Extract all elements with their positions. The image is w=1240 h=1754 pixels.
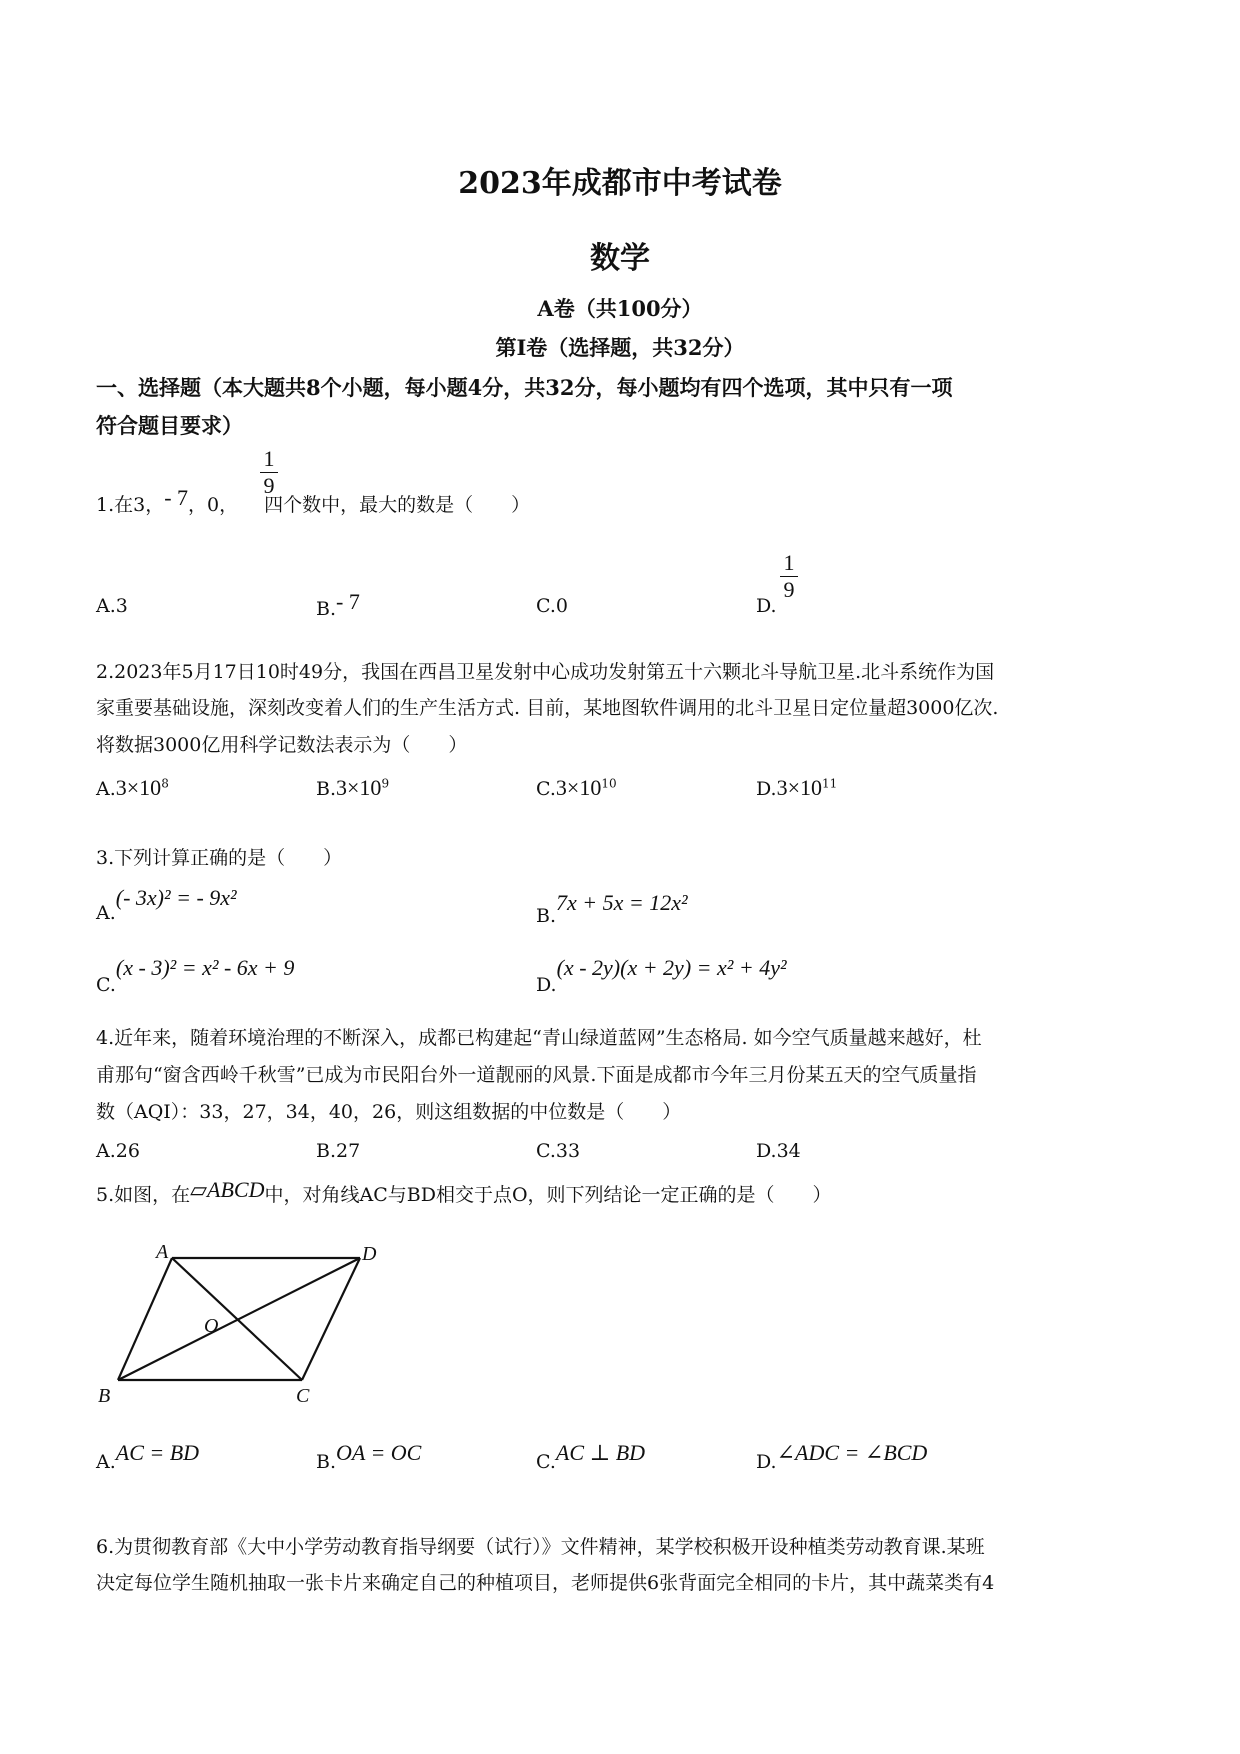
q2-option-d: $D.3\times 10^{11}$ bbox=[756, 775, 838, 800]
q4-option-b: B.27 bbox=[316, 1140, 361, 1162]
q3-stem: 3.下列计算正确的是（ ） bbox=[96, 847, 343, 869]
q4-line1: 4.近年来，随着环境治理的不断深入，成都已构建起“青山绿道蓝网”生态格局. 如今空气质量越来越好，杜 bbox=[96, 1027, 982, 1049]
q2-line3: 将数据3000亿用科学记数法表示为（ ） bbox=[96, 734, 468, 756]
q5-option-d: D.∠ADC = ∠BCD bbox=[756, 1440, 928, 1473]
q1-frac-num: 1 bbox=[263, 446, 275, 471]
q1-fraction bbox=[260, 448, 278, 497]
label-c: C bbox=[296, 1385, 310, 1407]
q2-option-c: $C.3\times 10^{10}$ bbox=[536, 775, 617, 800]
q1-option-b: B.- 7 bbox=[316, 589, 360, 620]
q2-line1: 2.2023年5月17日10时49分，我国在西昌卫星发射中心成功发射第五十六颗北斗导航卫星.北斗系统作为国 bbox=[96, 661, 995, 683]
section-heading-line1: 一、选择题（本大题共8个小题，每小题4分，共32分，每小题均有四个选项，其中只有一项 bbox=[96, 375, 953, 400]
q5-option-a: A.AC = BD bbox=[96, 1440, 200, 1473]
diagonal-bd bbox=[118, 1258, 360, 1380]
q1-option-a: A.3 bbox=[96, 595, 128, 617]
q1-mid: ，0， bbox=[188, 494, 239, 516]
q2-line2: 家重要基础设施，深刻改变着人们的生产生活方式. 目前，某地图软件调用的北斗卫星日定位量超3000亿次. bbox=[96, 697, 999, 719]
q1-option-c: C.0 bbox=[536, 595, 568, 617]
section-heading-line2: 符合题目要求） bbox=[96, 413, 243, 438]
q2-option-a: $A.3\times 10^8$ bbox=[96, 775, 169, 800]
q3-option-b: B.7x + 5x = 12x² bbox=[536, 890, 688, 927]
exam-title: 2023年成都市中考试卷 bbox=[458, 166, 782, 201]
label-d: D bbox=[362, 1243, 377, 1265]
label-o: O bbox=[204, 1315, 219, 1337]
q4-option-c: C.33 bbox=[536, 1140, 581, 1162]
q5-option-b: B.OA = OC bbox=[316, 1440, 422, 1473]
q6-line1: 6.为贯彻教育部《大中小学劳动教育指导纲要（试行）》文件精神，某学校积极开设种植类劳动教育课.某班 bbox=[96, 1536, 985, 1558]
q1-frac-den: 9 bbox=[263, 473, 275, 498]
q1-stem bbox=[96, 485, 531, 517]
q1-suffix: 四个数中，最大的数是（ ） bbox=[264, 494, 531, 516]
side-ba bbox=[118, 1258, 172, 1380]
subject-title: 数学 bbox=[590, 241, 650, 276]
q1-neg7: - 7 bbox=[164, 485, 189, 510]
q4-line3: 数（AQI）：33，27，34，40，26，则这组数据的中位数是（ ） bbox=[96, 1101, 682, 1123]
q1-option-d-fraction: 1 9 bbox=[780, 552, 798, 601]
q1-option-d: D. bbox=[756, 595, 777, 617]
q3-option-c: C.(x - 3)² = x² - 6x + 9 bbox=[96, 955, 295, 996]
side-dc bbox=[302, 1258, 360, 1380]
q4-option-a: A.26 bbox=[96, 1140, 140, 1162]
volume-heading: A卷（共100分） bbox=[537, 296, 703, 321]
q2-option-b: $B.3\times 10^9$ bbox=[316, 775, 390, 800]
parallelogram-figure bbox=[90, 1240, 390, 1410]
q5-option-c: C.AC ⊥ BD bbox=[536, 1440, 646, 1473]
q3-option-d: D.(x - 2y)(x + 2y) = x² + 4y² bbox=[536, 955, 787, 996]
q4-line2: 甫那句“窗含西岭千秋雪”已成为市民阳台外一道靓丽的风景.下面是成都市今年三月份某五天的空气质量指 bbox=[96, 1064, 977, 1086]
q1-prefix: 1.在3， bbox=[96, 494, 165, 516]
q4-option-d: D.34 bbox=[756, 1140, 801, 1162]
q6-line2: 决定每位学生随机抽取一张卡片来确定自己的种植项目，老师提供6张背面完全相同的卡片，其中蔬菜类有4 bbox=[96, 1572, 995, 1594]
label-b: B bbox=[98, 1385, 111, 1407]
q5-parallelogram: ▱ABCD bbox=[190, 1177, 265, 1202]
label-a: A bbox=[156, 1241, 169, 1263]
q3-option-a: A.(- 3x)² = - 9x² bbox=[96, 885, 237, 924]
q5-stem: 5.如图，在▱ABCD中，对角线AC与BD相交于点O，则下列结论一定正确的是（ ） bbox=[96, 1177, 832, 1206]
part-heading: 第I卷（选择题，共32分） bbox=[495, 335, 745, 360]
